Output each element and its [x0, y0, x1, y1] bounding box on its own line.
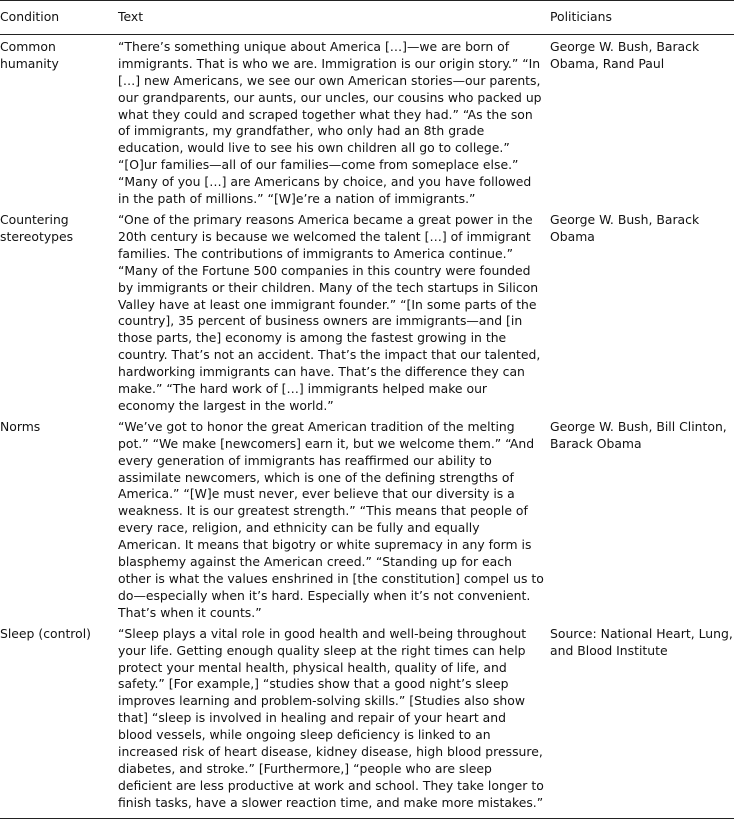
condition-cell: Norms — [0, 418, 41, 434]
condition-cell: Sleep (control) — [0, 622, 118, 818]
header-condition: Condition — [0, 1, 118, 35]
politicians-cell: George W. Bush, Barack Obama, Rand Paul — [550, 38, 700, 71]
text-cell: “We’ve got to honor the great American tradition of the melting pot.” “We make [newcomers] earn it, but we welcome them.” “And every generation of immigrants has reaffirmed our ability to assimilate newcomers, which is one of the defining strengths of America.” “[W]e must never, ever believe that our diversity is a weakness. It is our greatest strength.” “This means that people of every race, religion, and ethnicity can be fully and equally American. It means that bigotry or white supremacy in any form is blasphemy against the American creed.” “Standing up for each other is what the values enshrined in [the constitution] compel us to do—especially when it’s hard. Especially when it’s not convenient. That’s when it counts.” — [118, 418, 544, 620]
politicians-cell: George W. Bush, Bill Clinton, Barack Obama — [550, 418, 727, 451]
table-header — [0, 1, 734, 35]
text-cell: “Sleep plays a vital role in good health and well-being throughout your life. Getting enough quality sleep at the right times can help protect your mental health, physical health, quality of life, and safety.” [For example,] “studies show that a good night’s sleep improves learning and problem-solving skills.” [Studies also show that] “sleep is involved in healing and repair of your heart and blood vessels, while ongoing sleep deficiency is linked to an increased risk of heart disease, kidney disease, high blood pressure, diabetes, and stroke.” [Furthermore,] “people who are sleep deficient are less productive at work and school. They take longer to finish tasks, have a slower reaction time, and make more mistakes.” — [118, 622, 550, 818]
text-cell: “There’s something unique about America […]—we are born of immigrants. That is who we are. Immigration is our origin story.” “In […] new Americans, we see our own American stories—our parents, our grandparents, our aunts, our uncles, our cousins who packed up what they could and scraped together what they had.” “As the son of immigrants, my grandfather, who only had an 8th grade education, would live to see his own children all go to college.” “[O]ur families—all of our families—come from someplace else.” “Many of you […] are Americans by choice, and you have followed in the path of millions.” “[W]e’re a nation of immigrants.” — [118, 38, 542, 207]
header-politicians: Politicians — [550, 1, 734, 35]
politicians-cell: George W. Bush, Barack Obama — [550, 211, 700, 244]
table-row — [0, 208, 734, 415]
table-body — [0, 34, 734, 818]
table-row — [0, 34, 734, 208]
header-text: Text — [118, 1, 550, 35]
politicians-cell: Source: National Heart, Lung, and Blood Institute — [550, 622, 734, 818]
condition-cell: Countering stereotypes — [0, 211, 74, 244]
header-row — [0, 1, 734, 35]
text-cell: “One of the primary reasons America became a great power in the 20th century is because we welcomed the talent […] of immigrant families. The contributions of immigrants to America continue.” “Many of the Fortune 500 companies in this country were founded by immigrants or their children. Many of the tech startups in Silicon Valley have at least one immigrant founder.” “[In some parts of the country], 35 percent of business owners are immigrants—and [in those parts, the] economy is among the fastest growing in the country. That’s not an accident. That’s the impact that our talented, hardworking immigrants can have. That’s the difference they can make.” “The hard work of […] immigrants helped make our economy the largest in the world.” — [118, 211, 541, 413]
table-row — [0, 622, 734, 818]
table-row — [0, 415, 734, 622]
condition-cell: Common humanity — [0, 38, 59, 71]
